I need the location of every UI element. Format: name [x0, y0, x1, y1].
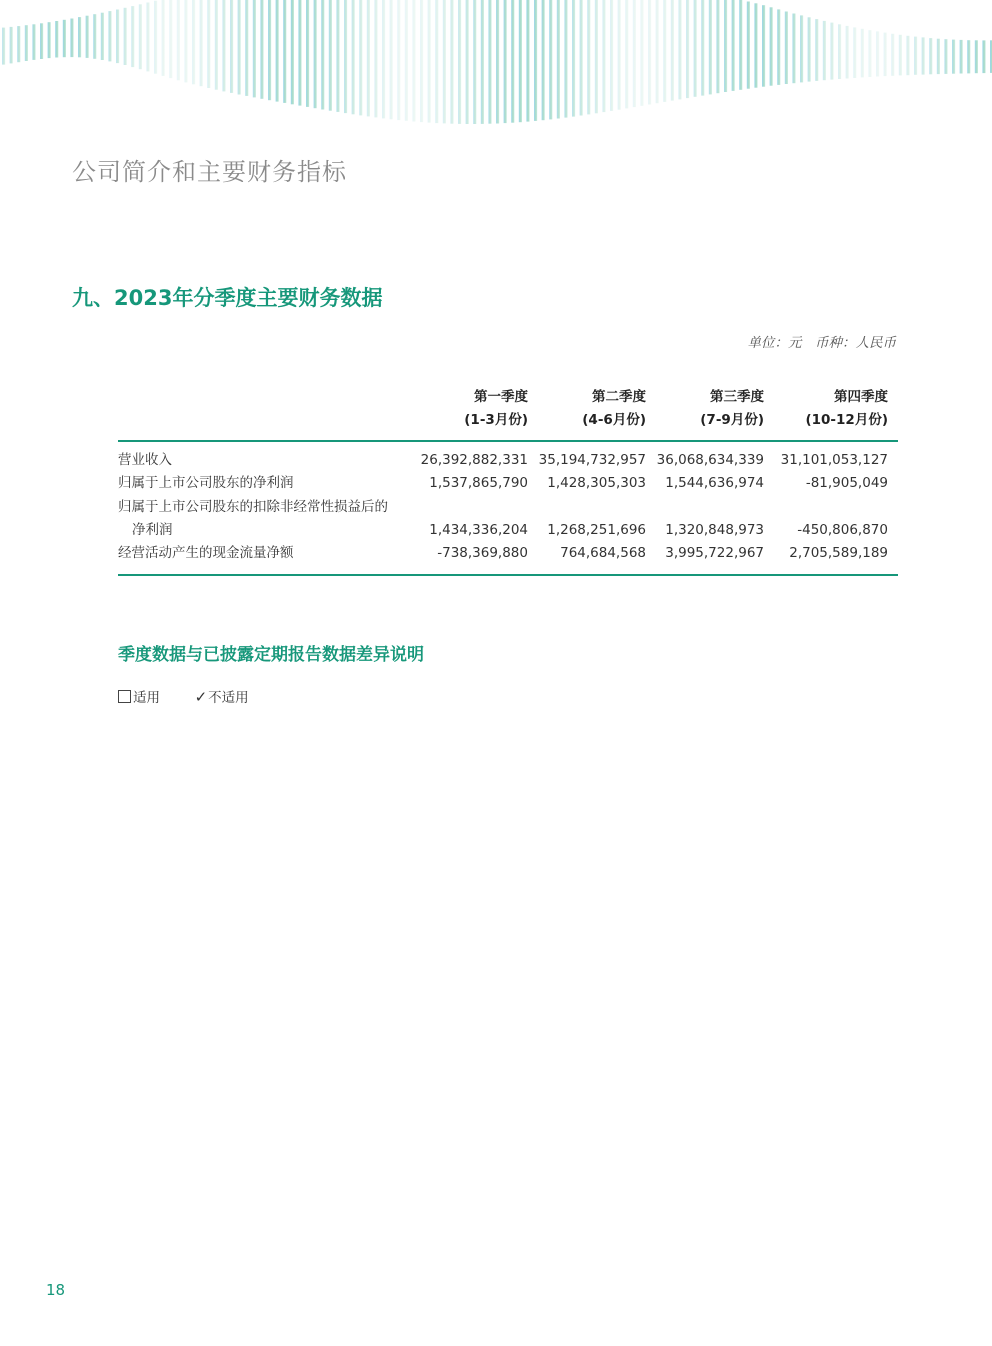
decoration-stripe	[777, 9, 780, 85]
decoration-stripe	[428, 0, 431, 123]
option-applicable	[118, 686, 160, 706]
table-cell: 26,392,882,331	[420, 452, 528, 468]
decoration-stripe	[671, 0, 674, 101]
decoration-stripe	[853, 27, 856, 78]
table-cell: 1,544,636,974	[665, 475, 764, 492]
decoration-stripe	[10, 27, 13, 64]
decoration-stripe	[587, 0, 590, 114]
decoration-stripe	[169, 0, 172, 78]
decoration-stripe	[808, 17, 811, 81]
decoration-stripe	[846, 26, 849, 79]
table-cell: 36,068,634,339	[656, 452, 764, 468]
decoration-stripe	[960, 40, 963, 74]
decoration-stripe	[982, 40, 985, 73]
table-row	[118, 441, 898, 472]
decoration-stripe	[967, 40, 970, 73]
decoration-stripe	[952, 40, 955, 74]
decoration-stripe	[823, 21, 826, 80]
decoration-stripe	[747, 2, 750, 89]
decoration-stripe	[17, 26, 20, 62]
decoration-stripe	[116, 10, 119, 64]
row-label-line2: 净利润	[132, 521, 173, 538]
decoration-stripe	[55, 21, 58, 58]
decoration-stripe	[207, 0, 210, 88]
decoration-stripe	[420, 0, 423, 122]
decoration-stripe	[466, 0, 469, 124]
decoration-stripe	[899, 35, 902, 76]
decoration-stripe	[390, 0, 393, 119]
table-cell: 1,320,848,973	[665, 521, 764, 538]
decoration-stripe	[876, 31, 879, 76]
row-label: 归属于上市公司股东的净利润	[118, 475, 294, 492]
decoration-stripe	[625, 0, 628, 108]
decoration-stripe	[124, 8, 127, 65]
decoration-stripe	[291, 0, 294, 104]
table-cell: 764,684,568	[560, 545, 646, 562]
option-not-applicable	[195, 686, 249, 706]
table-cell: 1,268,251,696	[547, 521, 646, 538]
column-header: 第二季度 (4-6月份)	[582, 389, 646, 428]
decoration-stripe	[78, 17, 81, 57]
decoration-stripe	[975, 40, 978, 73]
table-cell: -450,806,870	[797, 521, 888, 538]
decoration-stripe	[739, 0, 742, 90]
decoration-stripe	[496, 0, 499, 124]
page-number: 18	[46, 1281, 66, 1299]
decoration-stripe	[314, 0, 317, 108]
decoration-stripe	[526, 0, 529, 122]
decoration-stripe	[640, 0, 643, 106]
decoration-stripe	[800, 15, 803, 82]
decoration-stripe	[542, 0, 545, 120]
table-row	[118, 542, 898, 575]
decoration-stripe	[686, 0, 689, 98]
decoration-stripe	[511, 0, 514, 123]
decoration-stripe	[929, 38, 932, 74]
decoration-stripe	[222, 0, 225, 91]
decoration-stripe	[716, 0, 719, 93]
decoration-stripe	[458, 0, 461, 124]
decoration-stripe	[25, 25, 28, 61]
decoration-stripe	[70, 19, 73, 58]
table-cell: 35,194,732,957	[538, 452, 646, 468]
decoration-stripe	[192, 0, 195, 84]
decoration-stripe	[40, 23, 43, 59]
decoration-stripe	[937, 39, 940, 74]
column-header: 第四季度 (10-12月份)	[805, 389, 888, 428]
decoration-stripe	[732, 0, 735, 91]
decoration-stripe	[435, 0, 438, 123]
decoration-stripe	[93, 14, 96, 59]
decoration-stripe	[450, 0, 453, 124]
table-row	[118, 496, 898, 543]
decoration-stripe	[754, 3, 757, 87]
decoration-stripe	[397, 0, 400, 120]
decoration-stripe	[177, 0, 180, 80]
decoration-stripe	[260, 0, 263, 99]
column-header: 第一季度 (1-3月份)	[464, 389, 528, 428]
checkbox-icon	[118, 690, 131, 703]
decoration-stripe	[382, 0, 385, 118]
table-cell: 1,428,305,303	[547, 475, 646, 492]
decoration-stripe	[838, 24, 841, 79]
decoration-stripe	[405, 0, 408, 121]
header-wave-decoration	[0, 0, 992, 130]
decoration-stripe	[63, 20, 66, 57]
decoration-stripe	[139, 4, 142, 69]
decoration-stripe	[922, 37, 925, 74]
decoration-stripe	[557, 0, 560, 119]
table-cell: 31,101,053,127	[780, 452, 888, 468]
decoration-stripe	[245, 0, 248, 96]
decoration-stripe	[656, 0, 659, 103]
decoration-stripe	[48, 22, 51, 58]
table-cell: 3,995,722,967	[665, 545, 764, 562]
decoration-stripe	[146, 3, 149, 72]
decoration-stripe	[86, 16, 89, 58]
decoration-stripe	[891, 34, 894, 76]
decoration-stripe	[344, 0, 347, 113]
check-icon: ✓	[194, 688, 208, 706]
decoration-stripe	[162, 0, 165, 76]
decoration-stripe	[770, 7, 773, 85]
row-label: 营业收入	[118, 452, 172, 468]
decoration-stripe	[321, 0, 324, 110]
table-cell: 1,434,336,204	[429, 521, 528, 538]
decoration-stripe	[944, 39, 947, 74]
unit-note: 单位：元 币种：人民币	[747, 335, 896, 351]
decoration-stripe	[709, 0, 712, 94]
decoration-stripe	[481, 0, 484, 124]
decoration-stripe	[792, 14, 795, 84]
row-label	[118, 496, 418, 543]
table-cell: 1,537,865,790	[429, 475, 528, 492]
decoration-stripe	[443, 0, 446, 123]
option-not-applicable-label: 不适用	[208, 690, 249, 706]
decoration-stripe	[329, 0, 332, 111]
column-header: 第三季度 (7-9月份)	[700, 389, 764, 428]
table-header-row	[118, 386, 898, 441]
decoration-stripe	[785, 12, 788, 85]
difference-section-title: 季度数据与已披露定期报告数据差异说明	[118, 645, 424, 665]
decoration-stripe	[336, 0, 339, 112]
decoration-stripe	[238, 0, 241, 95]
applicability-options	[118, 686, 249, 706]
decoration-stripe	[215, 0, 218, 90]
header-label-cell	[118, 386, 418, 441]
decoration-stripe	[694, 0, 697, 97]
decoration-stripe	[374, 0, 377, 117]
decoration-stripe	[131, 6, 134, 67]
decoration-stripe	[154, 1, 157, 74]
section-title: 九、2023年分季度主要财务数据	[72, 286, 383, 310]
decoration-stripe	[412, 0, 415, 122]
decoration-stripe	[906, 36, 909, 75]
decoration-stripe	[108, 11, 111, 61]
table-row	[118, 472, 898, 495]
decoration-stripe	[359, 0, 362, 115]
decoration-stripe	[268, 0, 271, 100]
quarterly-financial-table	[118, 386, 898, 576]
decoration-stripe	[633, 0, 636, 107]
decoration-stripe	[367, 0, 370, 116]
decoration-stripe	[230, 0, 233, 93]
table-cell: -738,369,880	[437, 545, 528, 562]
decoration-stripe	[884, 33, 887, 77]
row-label-line1: 归属于上市公司股东的扣除非经常性损益后的	[118, 498, 388, 515]
decoration-stripe	[610, 0, 613, 111]
decoration-stripe	[549, 0, 552, 119]
decoration-stripe	[762, 5, 765, 87]
decoration-stripe	[276, 0, 279, 102]
decoration-stripe	[283, 0, 286, 103]
decoration-stripe	[488, 0, 491, 124]
row-label: 经营活动产生的现金流量净额	[118, 545, 294, 562]
decoration-stripe	[352, 0, 355, 114]
decoration-stripe	[830, 23, 833, 80]
decoration-stripe	[253, 0, 256, 97]
decoration-stripe	[648, 0, 651, 105]
decoration-stripe	[101, 13, 104, 60]
decoration-stripe	[868, 30, 871, 77]
decoration-stripe	[184, 0, 187, 82]
decoration-stripe	[534, 0, 537, 121]
decoration-stripe	[701, 0, 704, 96]
decoration-stripe	[580, 0, 583, 116]
chapter-title: 公司简介和主要财务指标	[72, 158, 347, 186]
decoration-stripe	[564, 0, 567, 118]
decoration-stripe	[32, 24, 35, 60]
option-applicable-label: 适用	[133, 690, 160, 706]
decoration-stripe	[815, 19, 818, 81]
decoration-stripe	[724, 0, 727, 92]
decoration-stripe	[2, 28, 5, 65]
decoration-stripe	[602, 0, 605, 112]
table-cell: 2,705,589,189	[789, 545, 888, 562]
decoration-stripe	[595, 0, 598, 113]
decoration-stripe	[572, 0, 575, 117]
decoration-stripe	[200, 0, 203, 86]
decoration-stripe	[861, 29, 864, 78]
decoration-stripe	[298, 0, 301, 106]
decoration-stripe	[519, 0, 522, 122]
decoration-stripe	[504, 0, 507, 123]
decoration-stripe	[663, 0, 666, 102]
decoration-stripe	[473, 0, 476, 124]
decoration-stripe	[914, 37, 917, 75]
decoration-stripe	[678, 0, 681, 99]
decoration-stripe	[306, 0, 309, 107]
table-cell: -81,905,049	[805, 475, 888, 492]
decoration-stripe	[618, 0, 621, 110]
